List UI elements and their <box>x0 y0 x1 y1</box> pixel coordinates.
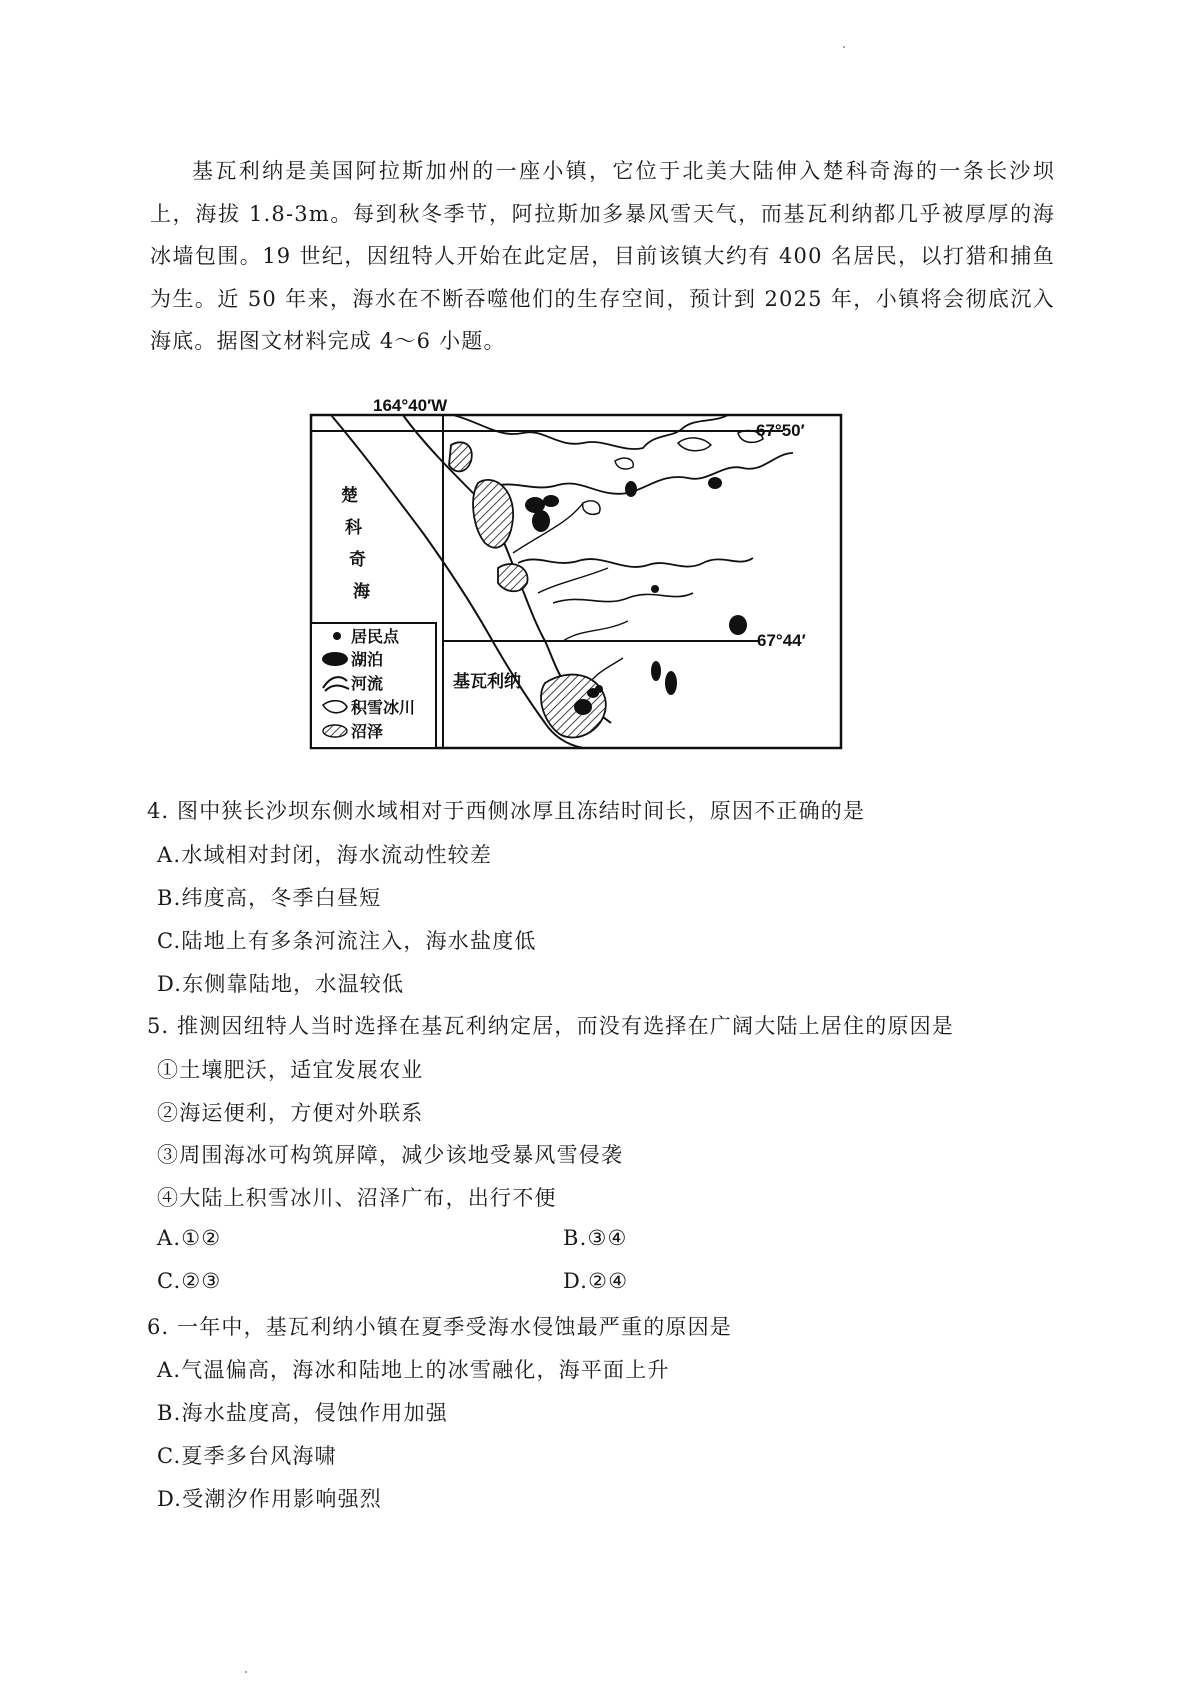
option-c[interactable]: C.夏季多台风海啸 <box>157 1444 337 1468</box>
option-a[interactable]: A.气温偏高，海冰和陆地上的冰雪融化，海平面上升 <box>157 1358 670 1382</box>
longitude-label: 164°40′W <box>373 396 448 415</box>
lake-icon <box>322 652 348 666</box>
option-a[interactable]: A.水域相对封闭，海水流动性较差 <box>157 843 493 867</box>
reading-passage: 基瓦利纳是美国阿拉斯加州的一座小镇，它位于北美大陆伸入楚科奇海的一条长沙坝上，海拔 1.8-3m。每到秋冬季节，阿拉斯加多暴风雪天气，而基瓦利纳都几乎被厚厚的海冰墙包围。19 世纪，因纽特人开始在此定居，目前该镇大约有 400 名居民，以打猎和捕鱼为生。近 50 年来，海水在不断吞噬他们的生存空间，预计到 2025 年，小镇将会彻底沉入海底。据图文材料完成 4～6 小题。 <box>150 159 1055 353</box>
option-c[interactable]: C.②③ <box>157 1269 222 1293</box>
statement-3: ③周围海冰可构筑屏障，减少该地受暴风雪侵袭 <box>157 1143 624 1167</box>
sea-label-char: 楚 <box>341 486 358 506</box>
swamp <box>498 564 528 591</box>
question-number: 6． <box>147 1315 184 1339</box>
swamp-hatch-icon <box>323 725 347 737</box>
option-b[interactable]: B.③④ <box>563 1226 628 1250</box>
legend-label: 居民点 <box>351 627 400 646</box>
latitude-bottom-label: 67°44′ <box>757 631 806 650</box>
lake <box>574 699 592 715</box>
legend-label: 河流 <box>351 674 384 693</box>
swamp <box>449 442 472 471</box>
sea-label-char: 科 <box>345 518 362 538</box>
question-stem: 推测因纽特人当时选择在基瓦利纳定居，而没有选择在广阔大陆上居住的原因是 <box>177 1014 954 1038</box>
option-d[interactable]: D.受潮汐作用影响强烈 <box>157 1487 382 1511</box>
lake <box>665 671 677 695</box>
lake <box>543 495 559 507</box>
option-c[interactable]: C.陆地上有多条河流注入，海水盐度低 <box>157 929 537 953</box>
option-a[interactable]: A.①② <box>157 1226 222 1250</box>
option-d[interactable]: D.②④ <box>563 1269 629 1293</box>
option-b[interactable]: B.海水盐度高，侵蚀作用加强 <box>157 1401 448 1425</box>
question-5 <box>147 1010 954 1040</box>
settlement-dot-icon <box>333 632 341 640</box>
question-stem: 图中狭长沙坝东侧水域相对于西侧冰厚且冻结时间长，原因不正确的是 <box>177 799 866 823</box>
question-stem: 一年中，基瓦利纳小镇在夏季受海水侵蚀最严重的原因是 <box>177 1315 732 1339</box>
lake <box>532 510 550 532</box>
legend-label: 积雪冰川 <box>351 698 416 717</box>
question-6 <box>147 1311 732 1341</box>
lake <box>651 585 659 593</box>
lake <box>625 481 637 497</box>
statement-1: ①土壤肥沃，适宜发展农业 <box>157 1058 424 1082</box>
sea-label-char: 海 <box>353 582 370 602</box>
kivalina-map <box>283 393 870 755</box>
question-4 <box>147 795 865 825</box>
statement-2: ②海运便利，方便对外联系 <box>157 1101 424 1125</box>
lake <box>729 615 747 635</box>
town-label: 基瓦利纳 <box>453 672 521 692</box>
question-number: 5． <box>147 1014 184 1038</box>
scan-speck <box>843 46 845 48</box>
statement-4: ④大陆上积雪冰川、沼泽广布，出行不便 <box>157 1186 557 1210</box>
scan-speck <box>245 1671 247 1673</box>
legend-label: 湖泊 <box>351 650 384 669</box>
lake <box>651 661 661 681</box>
question-number: 4． <box>147 799 184 823</box>
option-b[interactable]: B.纬度高，冬季白昼短 <box>157 886 382 910</box>
settlement <box>595 685 603 693</box>
sea-label-char: 奇 <box>349 550 366 570</box>
lake <box>708 477 722 489</box>
legend-label: 沼泽 <box>351 722 384 741</box>
option-d[interactable]: D.东侧靠陆地，水温较低 <box>157 972 405 996</box>
latitude-top-label: 67°50′ <box>756 421 805 440</box>
